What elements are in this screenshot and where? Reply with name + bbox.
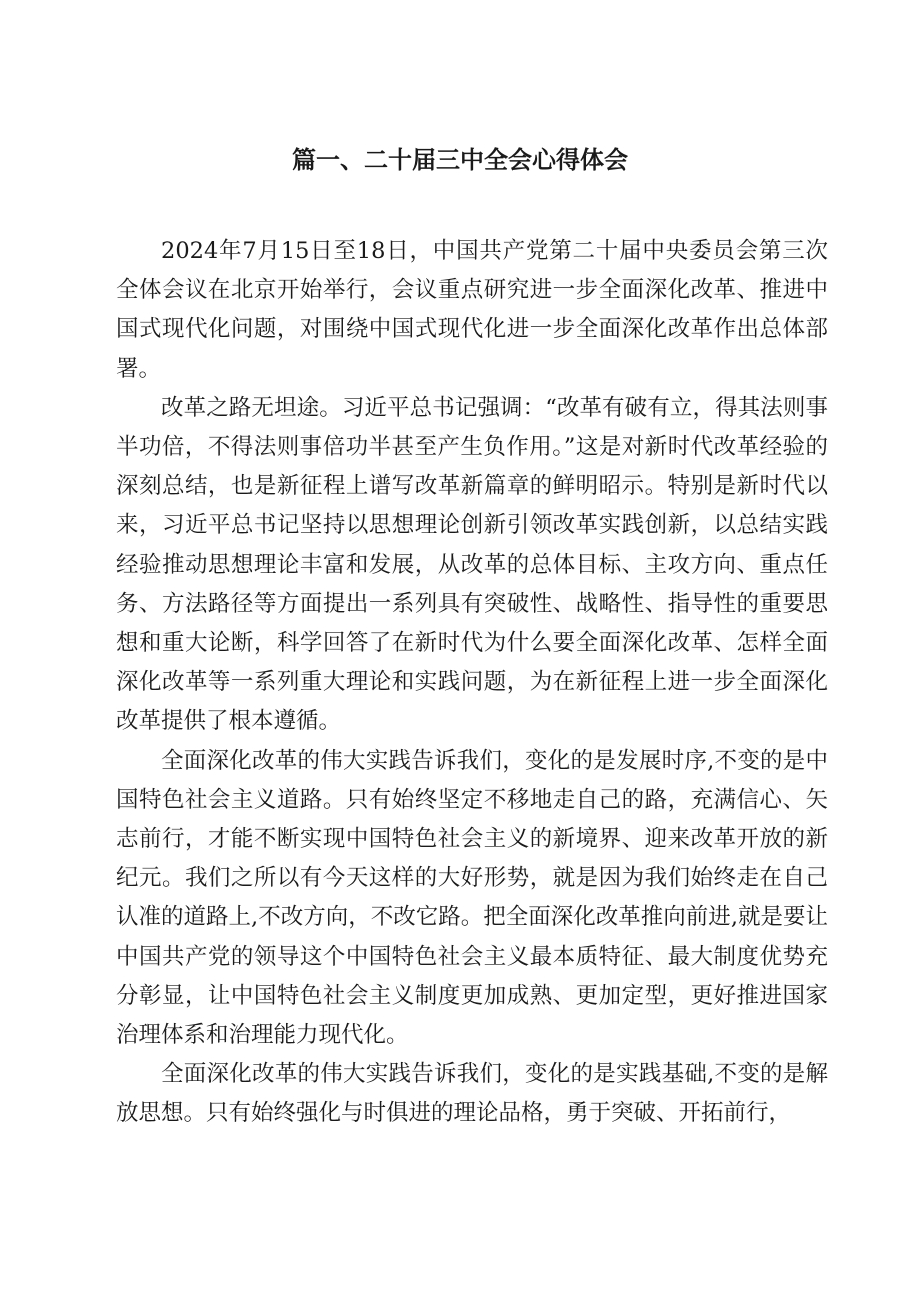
paragraph-2: 改革之路无坦途。习近平总书记强调：“改革有破有立，得其法则事半功倍，不得法则事倍功半甚至产生负作用。”这是对新时代改革经验的深刻总结，也是新征程上谱写改革新篇章的鲜明昭示。特别是新时代以来，习近平总书记坚持以思想理论创新引领改革实践创新，以总结实践经验推动思想理论丰富和发展，从改革的总体目标、主攻方向、重点任务、方法路径等方面提出一系列具有突破性、战略性、指导性的重要思想和重大论断，科学回答了在新时代为什么要全面深化改革、怎样全面深化改革等一系列重大理论和实践问题，为在新征程上进一步全面深化改革提供了根本遵循。 bbox=[116, 394, 828, 735]
paragraph-1: 2024年7月15日至18日，中国共产党第二十届中央委员会第三次全体会议在北京开始举行，会议重点研究进一步全面深化改革、推进中国式现代化问题，对围绕中国式现代化进一步全面深化改革作出总体部署。 bbox=[116, 238, 828, 382]
document-body bbox=[116, 232, 828, 1134]
document-title: 篇一、二十届三中全会心得体会 bbox=[292, 146, 628, 174]
paragraph-4: 全面深化改革的伟大实践告诉我们，变化的是实践基础,不变的是解放思想。只有始终强化与时俱进的理论品格，勇于突破、开拓前行， bbox=[116, 1061, 828, 1127]
paragraph-3: 全面深化改革的伟大实践告诉我们，变化的是发展时序,不变的是中国特色社会主义道路。只有始终坚定不移地走自己的路，充满信心、矢志前行，才能不断实现中国特色社会主义的新境界、迎来改革开放的新纪元。我们之所以有今天这样的大好形势，就是因为我们始终走在自己认准的道路上,不改方向，不改它路。把全面深化改革推向前进,就是要让中国共产党的领导这个中国特色社会主义最本质特征、最大制度优势充分彰显，让中国特色社会主义制度更加成熟、更加定型，更好推进国家治理体系和治理能力现代化。 bbox=[116, 747, 828, 1049]
